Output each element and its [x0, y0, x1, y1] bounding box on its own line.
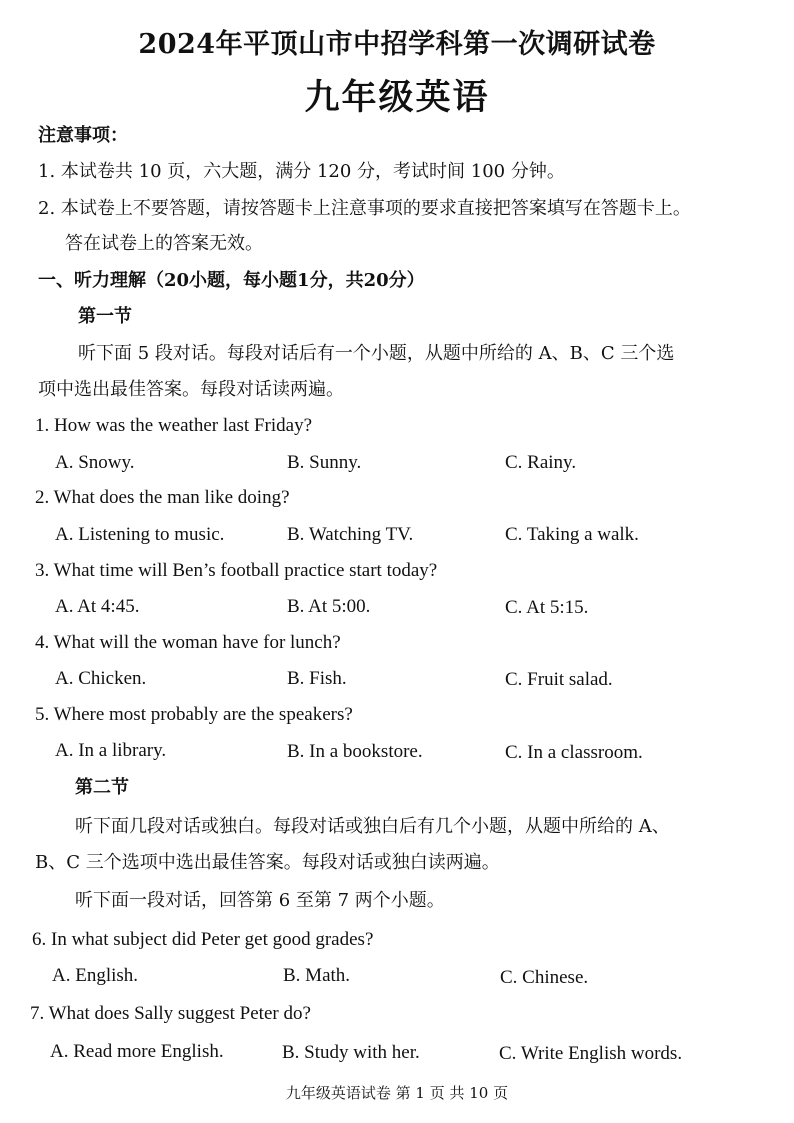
option-a: A. Listening to music. — [55, 524, 225, 545]
option-b: B. Fish. — [287, 668, 347, 689]
option-c: C. In a classroom. — [505, 742, 643, 763]
question-3: 3. What time will Ben’s football practice start today? — [35, 560, 438, 581]
question-7: 7. What does Sally suggest Peter do? — [30, 1003, 311, 1024]
part2-heading: 第二节 — [75, 777, 129, 798]
option-b: B. Math. — [283, 965, 351, 986]
option-c: C. Rainy. — [505, 452, 577, 473]
part2-sub-instruction: 听下面一段对话，回答第 6 至第 7 两个小题。 — [75, 890, 445, 911]
question-1: 1. How was the weather last Friday? — [35, 415, 313, 436]
question-6: 6. In what subject did Peter get good grades? — [32, 929, 374, 950]
notice-item-2-cont: 答在试卷上的答案无效。 — [65, 233, 263, 254]
notice-item-2: 2. 本试卷上不要答题，请按答题卡上注意事项的要求直接把答案填写在答题卡上。 — [38, 198, 691, 219]
part1-instruction-cont: 项中选出最佳答案。每段对话读两遍。 — [38, 379, 344, 400]
exam-subtitle: 九年级英语 — [304, 77, 490, 118]
option-a: A. English. — [52, 965, 139, 986]
option-a: A. At 4:45. — [55, 596, 140, 617]
part2-instruction: 听下面几段对话或独白。每段对话或独白后有几个小题，从题中所给的 A、 — [75, 816, 670, 837]
option-c: C. At 5:15. — [505, 597, 589, 618]
option-b: B. At 5:00. — [287, 596, 371, 617]
section-heading: 一、听力理解（20小题，每小题1分，共20分） — [38, 270, 425, 291]
notice-item-1: 1. 本试卷共 10 页，六大题，满分 120 分，考试时间 100 分钟。 — [38, 161, 565, 182]
option-b: B. In a bookstore. — [287, 741, 423, 762]
exam-title: 2024年平顶山市中招学科第一次调研试卷 — [138, 29, 656, 60]
question-4: 4. What will the woman have for lunch? — [35, 632, 341, 653]
option-b: B. Study with her. — [282, 1042, 420, 1063]
option-c: C. Chinese. — [500, 967, 589, 988]
part1-instruction: 听下面 5 段对话。每段对话后有一个小题，从题中所给的 A、B、C 三个选 — [78, 343, 675, 364]
question-5: 5. Where most probably are the speakers? — [35, 704, 353, 725]
part2-instruction-cont: B、C 三个选项中选出最佳答案。每段对话或独白读两遍。 — [35, 852, 500, 873]
page-footer: 九年级英语试卷 第 1 页 共 10 页 — [285, 1084, 509, 1102]
option-c: C. Fruit salad. — [505, 669, 613, 690]
option-a: A. Read more English. — [50, 1041, 224, 1062]
question-2: 2. What does the man like doing? — [35, 487, 290, 508]
option-a: A. Chicken. — [55, 668, 147, 689]
option-c: C. Taking a walk. — [505, 524, 639, 545]
option-c: C. Write English words. — [499, 1043, 683, 1064]
option-a: A. In a library. — [55, 740, 167, 761]
part1-heading: 第一节 — [78, 306, 132, 327]
option-a: A. Snowy. — [55, 452, 135, 473]
option-b: B. Watching TV. — [287, 524, 414, 545]
notice-heading: 注意事项： — [38, 125, 128, 146]
option-b: B. Sunny. — [287, 452, 362, 473]
